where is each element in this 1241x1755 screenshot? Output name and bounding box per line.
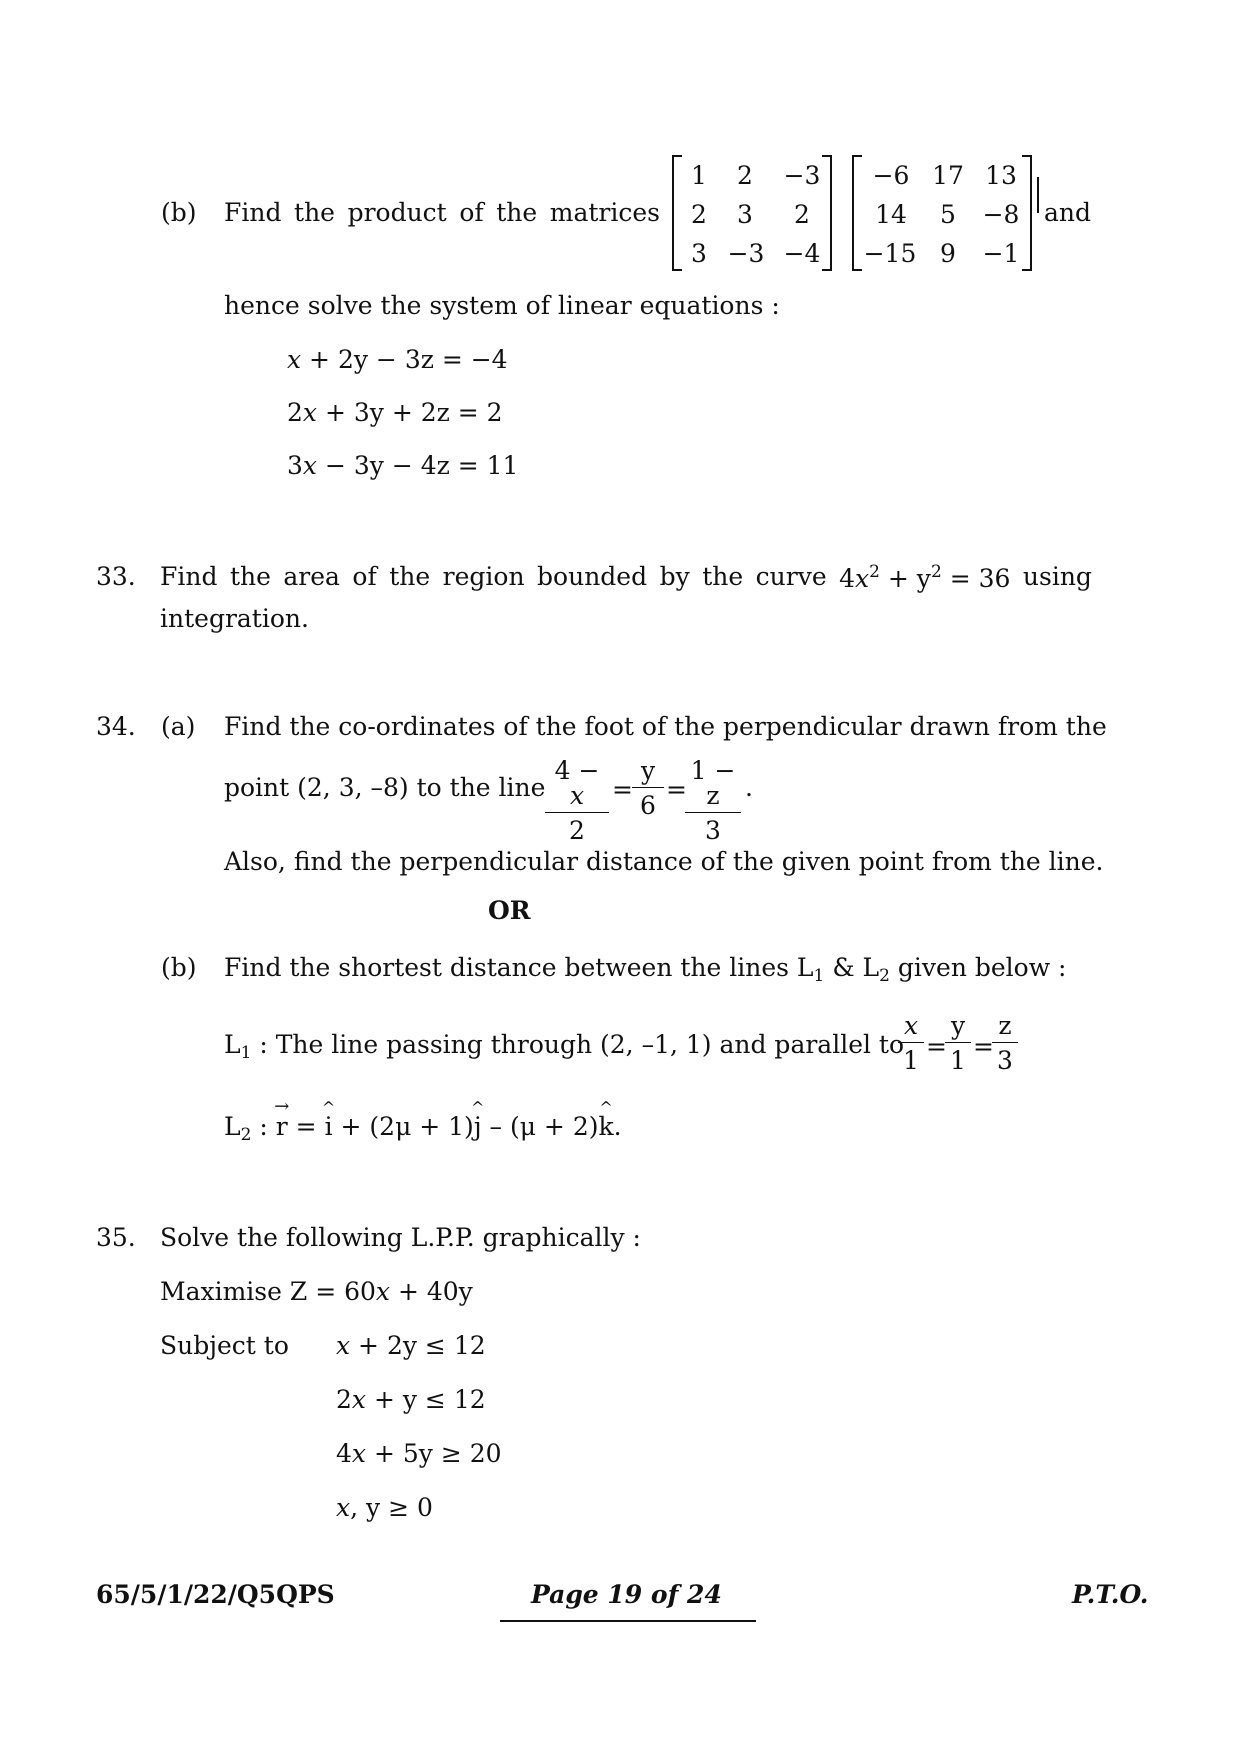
question-text: Find the product of the matrices	[224, 198, 660, 227]
matrix-cell: 2	[691, 200, 707, 229]
fraction: $\frac{4 - x}{2}$	[545, 758, 609, 843]
question-text: $L_1$ : The line passing through (2, –1, 1) and parallel to	[224, 1030, 905, 1063]
bracket-left	[672, 155, 682, 271]
fraction: $\frac{z}{3}$	[992, 1013, 1018, 1073]
page-number-underline	[500, 1620, 756, 1622]
equation: 3x − 3y − 4z = 11	[287, 451, 519, 480]
matrix-cell: 2	[794, 200, 810, 229]
matrix-cell: 5	[940, 200, 956, 229]
matrix-cell: 14	[875, 200, 907, 229]
fraction: $\frac{1 - z}{3}$	[685, 758, 741, 843]
constraint: x, y ≥ 0	[336, 1493, 433, 1522]
question-number: 35.	[96, 1223, 136, 1252]
equation: x + 2y − 3z = −4	[287, 345, 508, 374]
matrix-cell: −4	[783, 239, 821, 268]
separator-bar	[1037, 177, 1039, 213]
constraint: x + 2y ≤ 12	[336, 1331, 486, 1360]
fraction: $\frac{x}{1}$	[898, 1013, 924, 1073]
equals-sign: =	[926, 1032, 947, 1061]
question-text: Solve the following L.P.P. graphically :	[160, 1223, 641, 1252]
matrix-a	[672, 155, 832, 271]
part-label: (a)	[161, 712, 196, 741]
question-text: point (2, 3, –8) to the line	[224, 773, 546, 802]
matrix-cell: −6	[872, 161, 910, 190]
objective-function: Maximise Z = 60x + 40y	[160, 1277, 473, 1306]
matrix-cell: 9	[940, 239, 956, 268]
matrix-cell: −3	[783, 161, 821, 190]
matrix-cell: 3	[737, 200, 753, 229]
matrix-cell: 1	[691, 161, 707, 190]
constraint: 4x + 5y ≥ 20	[336, 1439, 502, 1468]
matrix-cell: −8	[982, 200, 1020, 229]
question-text: hence solve the system of linear equations :	[224, 291, 780, 320]
period: .	[745, 773, 753, 802]
equals-sign: =	[666, 775, 687, 804]
matrix-cell: 2	[737, 161, 753, 190]
pto-label: P.T.O.	[1072, 1580, 1149, 1609]
equals-sign: =	[612, 775, 633, 804]
part-label: (b)	[161, 953, 197, 982]
matrix-cell: 3	[691, 239, 707, 268]
question-number: 33.	[96, 562, 136, 591]
question-text: $L_2$ : → r = ^ i + (2μ + 1)^ j – (μ + 2)^ k.	[224, 1114, 622, 1144]
and-word: and	[1044, 198, 1092, 227]
matrix-cell: 17	[932, 161, 964, 190]
matrix-cell: 13	[985, 161, 1017, 190]
equals-sign: =	[973, 1032, 994, 1061]
question-text: Find the shortest distance between the lines $L_1$ & $L_2$ given below :	[224, 953, 1067, 986]
or-label: OR	[488, 896, 531, 925]
question-text: Find the co-ordinates of the foot of the perpendicular drawn from the	[224, 712, 1107, 741]
constraint: 2x + y ≤ 12	[336, 1385, 486, 1414]
question-number: 34.	[96, 712, 136, 741]
question-text: Also, find the perpendicular distance of the given point from the line.	[224, 847, 1104, 876]
matrix-b	[852, 155, 1032, 271]
matrix-cell: −3	[727, 239, 765, 268]
matrix-cell: −1	[982, 239, 1020, 268]
fraction: $\frac{y}{1}$	[945, 1013, 971, 1073]
page-number: Page 19 of 24	[531, 1580, 722, 1609]
part-label: (b)	[161, 198, 197, 227]
paper-code: 65/5/1/22/Q5QPS	[96, 1580, 335, 1609]
equation: 2x + 3y + 2z = 2	[287, 398, 503, 427]
matrix-cell: −15	[863, 239, 917, 268]
subject-label: Subject to	[160, 1331, 289, 1360]
fraction: $\frac{y}{6}$	[632, 758, 664, 818]
question-text: integration.	[160, 604, 309, 633]
question-text: Find the area of the region bounded by the curve $4x^2 + y^2 = 36$ using	[160, 562, 1092, 593]
